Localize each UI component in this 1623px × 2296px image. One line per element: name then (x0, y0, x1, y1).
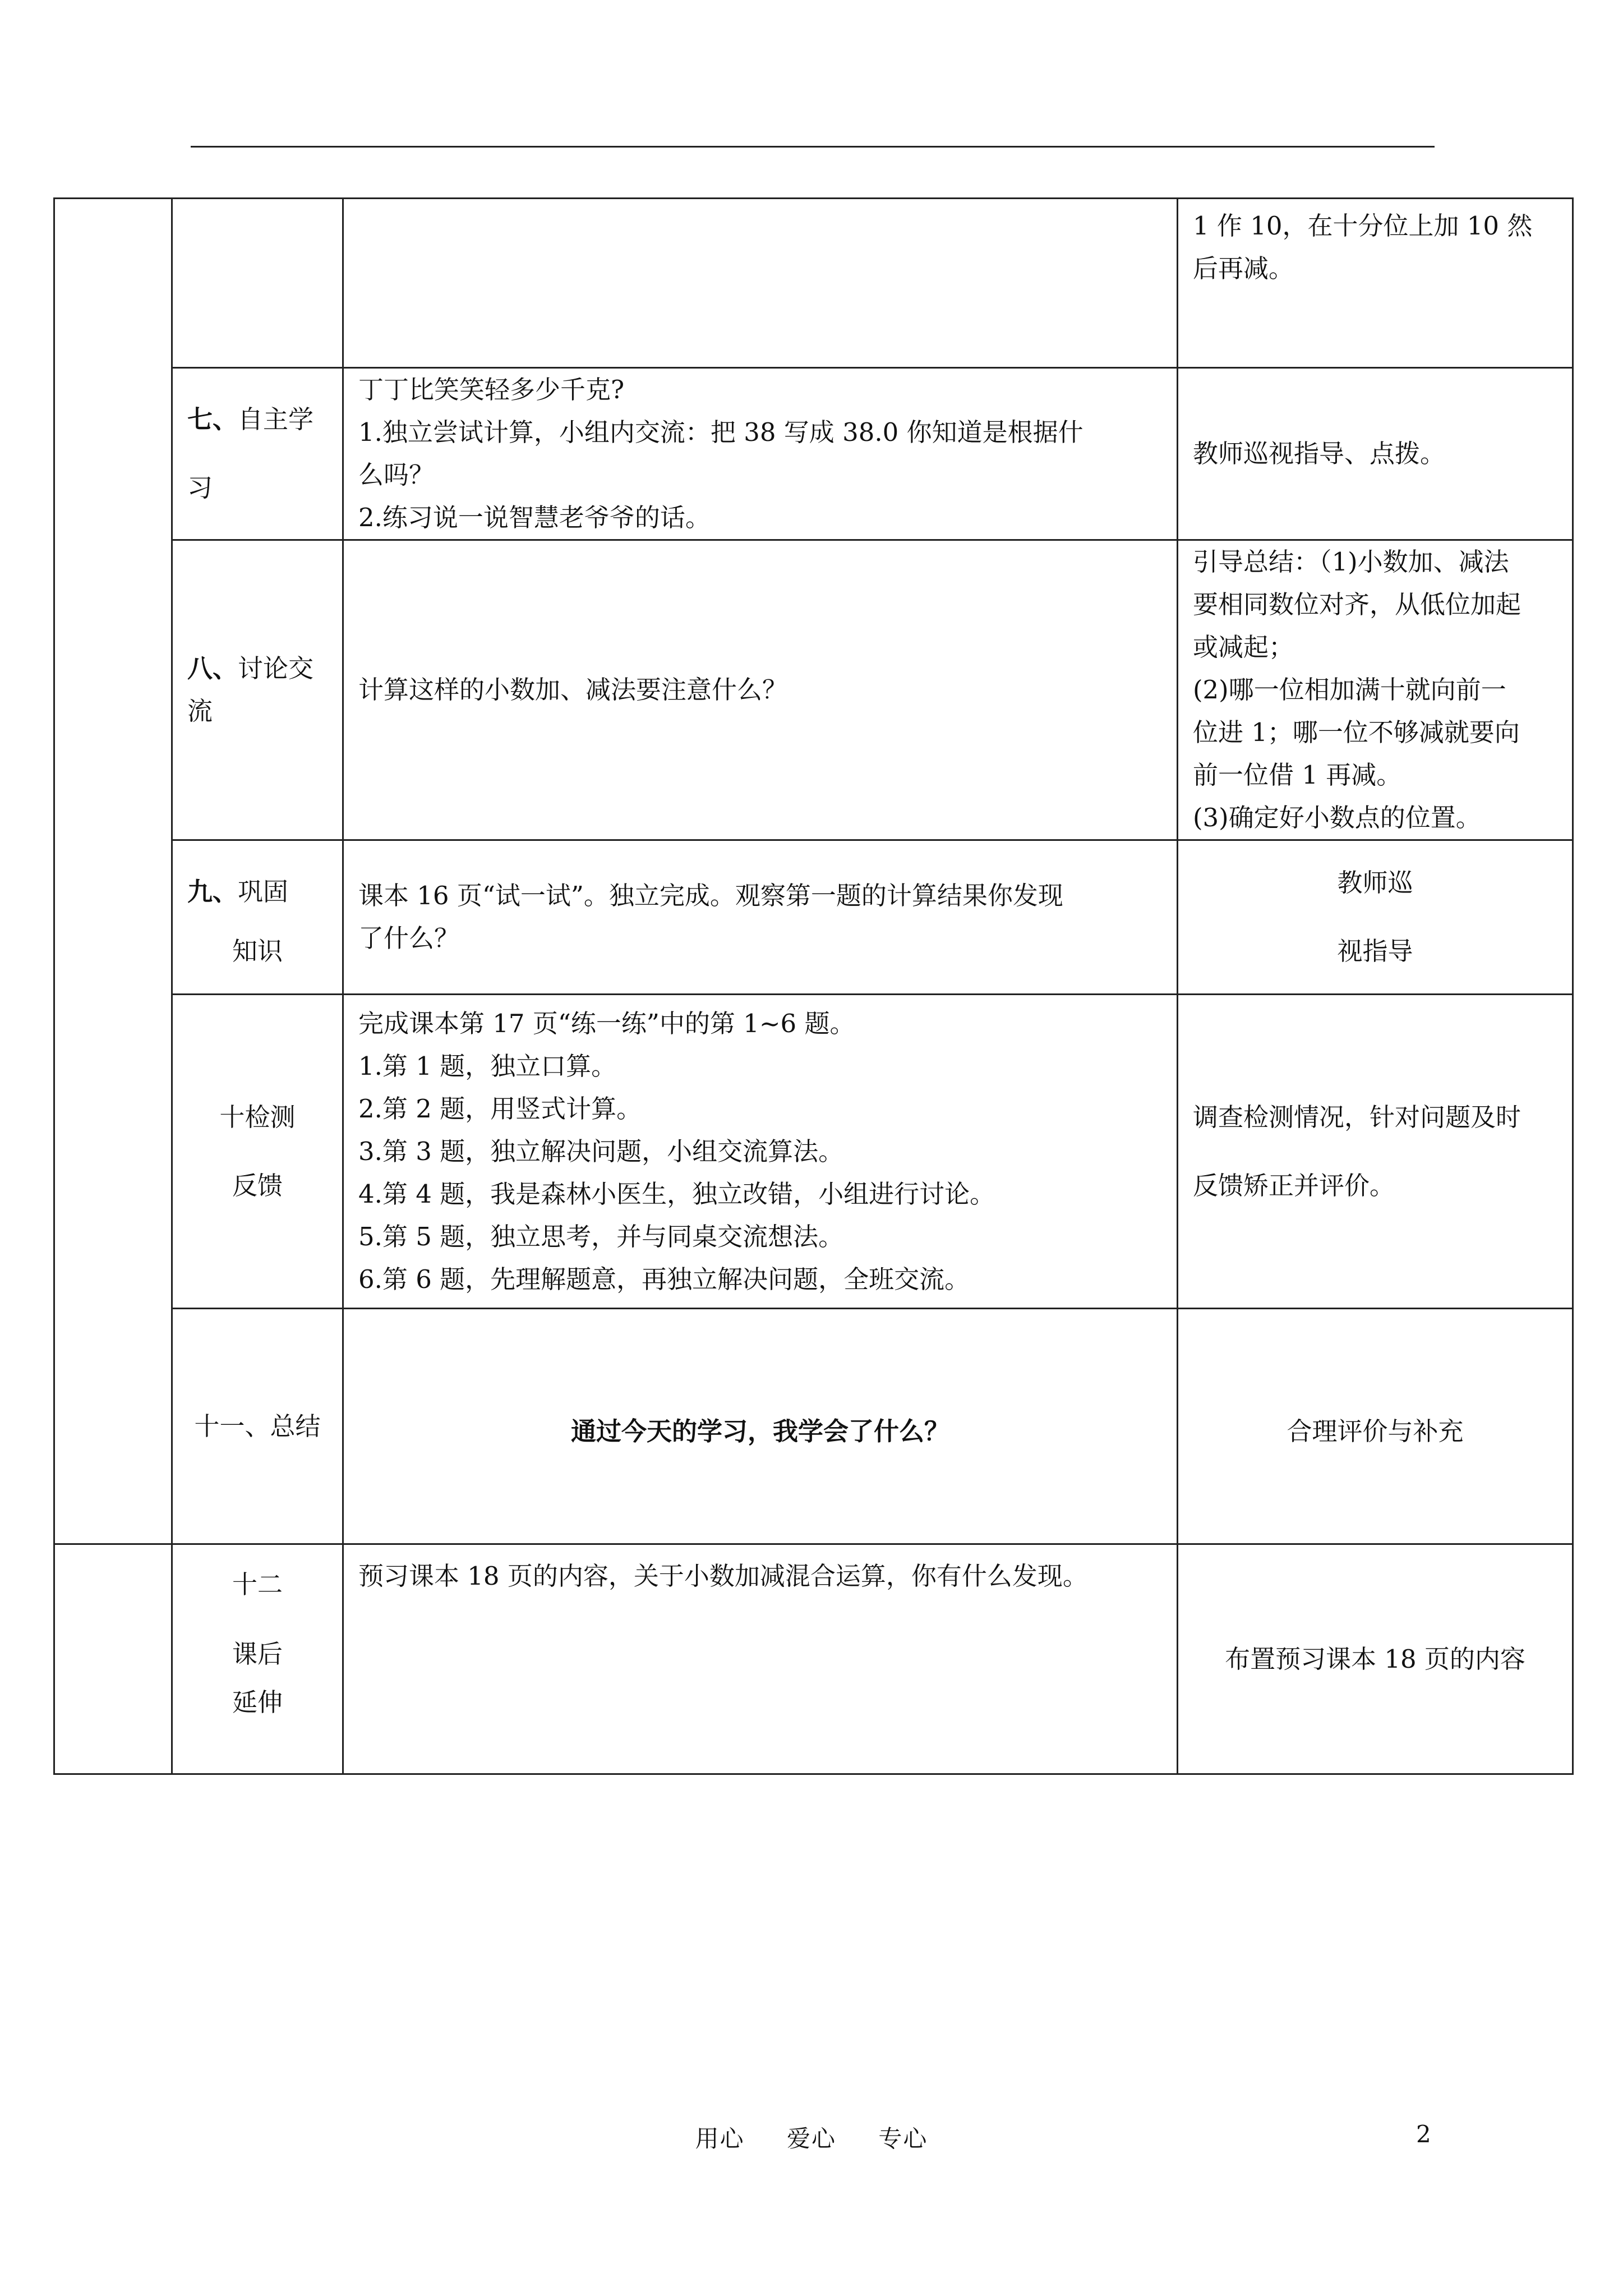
teacher-line: (2)哪一位相加满十就向前一 (1193, 675, 1506, 705)
table-row (54, 199, 1573, 368)
stage-label: 七、自主学 习 (187, 404, 314, 503)
content-cell (343, 1309, 1178, 1544)
left-blank-cell (54, 199, 172, 1544)
content-cell (343, 840, 1178, 995)
stage-cell (172, 995, 343, 1309)
content-line: 2.练习说一说智慧老爷爷的话。 (358, 503, 711, 532)
teacher-cell (1178, 840, 1573, 995)
teacher-cell (1178, 995, 1573, 1309)
stage-cell (172, 199, 343, 368)
table-row (54, 1309, 1573, 1544)
header-rule (191, 146, 1435, 148)
stage-label: 八、讨论交 流 (187, 654, 314, 726)
footer (0, 2120, 1623, 2154)
stage-cell (172, 368, 343, 540)
content-line: 通过今天的学习，我学会了什么？ (570, 1416, 949, 1446)
stage-label: 知识 (232, 936, 283, 966)
table-row (54, 540, 1573, 840)
content-line: 了什么？ (358, 923, 460, 953)
content-line: 么吗？ (358, 460, 435, 490)
content-line: 1.独立尝试计算，小组内交流：把 38 写成 38.0 你知道是根据什 (358, 417, 1083, 447)
footer-item: 专心 (878, 2125, 928, 2152)
teacher-cell (1178, 368, 1573, 540)
teacher-line: 调查检测情况，针对问题及时 (1193, 1102, 1521, 1132)
stage-label: 延伸 (232, 1687, 283, 1717)
table-row (54, 1544, 1573, 1774)
content-line: 丁丁比笑笑轻多少千克? (358, 375, 625, 404)
content-line: 4.第 4 题，我是森林小医生，独立改错，小组进行讨论。 (358, 1179, 995, 1209)
content-line: 6.第 6 题，先理解题意，再独立解决问题，全班交流。 (358, 1264, 970, 1294)
stage-label: 十一、总结 (194, 1411, 321, 1441)
teacher-line: 教师巡 (1337, 868, 1413, 898)
teacher-line: 视指导 (1337, 936, 1413, 966)
stage-cell (172, 1309, 343, 1544)
content-line: 2.第 2 题，用竖式计算。 (358, 1093, 642, 1124)
teacher-line: 引导总结：（1)小数加、减法 (1193, 547, 1509, 577)
teacher-line: 后再减。 (1193, 254, 1294, 283)
left-blank-cell (54, 1544, 172, 1774)
teacher-cell (1178, 1309, 1573, 1544)
content-line: 课本 16 页“试一试”。独立完成。观察第一题的计算结果你发现 (358, 881, 1063, 910)
teacher-line: 位进 1；哪一位不够减就要向 (1193, 717, 1520, 747)
stage-label: 十检测 (219, 1102, 296, 1132)
content-line: 计算这样的小数加、减法要注意什么？ (358, 675, 788, 705)
stage-label: 反馈 (232, 1170, 283, 1200)
teacher-line: 合理评价与补充 (1287, 1416, 1464, 1446)
teacher-line: 或减起； (1193, 632, 1294, 662)
footer-item: 爱心 (786, 2125, 836, 2152)
teacher-cell (1178, 540, 1573, 840)
page-number: 2 (1416, 2120, 1431, 2148)
stage-cell (172, 1544, 343, 1774)
teacher-cell (1178, 199, 1573, 368)
content-cell (343, 1544, 1178, 1774)
teacher-line: 反馈矫正并评价。 (1193, 1170, 1395, 1200)
content-cell (343, 368, 1178, 540)
content-line: 1.第 1 题，独立口算。 (358, 1051, 617, 1081)
teacher-cell (1178, 1544, 1573, 1774)
teacher-line: 教师巡视指导、点拨。 (1193, 439, 1446, 468)
footer-item: 用心 (695, 2125, 745, 2152)
teacher-line: 要相同数位对齐，从低位加起 (1193, 590, 1521, 619)
teacher-line: 1 作 10，在十分位上加 10 然 (1193, 211, 1533, 241)
table-row (54, 368, 1573, 540)
content-cell (343, 995, 1178, 1309)
teacher-line: (3)确定好小数点的位置。 (1193, 803, 1481, 832)
content-line: 3.第 3 题，独立解决问题，小组交流算法。 (358, 1136, 844, 1166)
content-line: 5.第 5 题，独立思考，并与同桌交流想法。 (358, 1221, 844, 1251)
stage-label: 十二 (232, 1570, 283, 1599)
content-cell (343, 199, 1178, 368)
teacher-line: 前一位借 1 再减。 (1193, 760, 1402, 790)
table-row (54, 995, 1573, 1309)
content-line: 完成课本第 17 页“练一练”中的第 1~6 题。 (358, 1008, 855, 1038)
stage-label: 九、巩固 (187, 877, 289, 907)
stage-cell (172, 540, 343, 840)
content-line: 预习课本 18 页的内容，关于小数加减混合运算，你有什么发现。 (358, 1561, 1088, 1591)
stage-label: 课后 (232, 1639, 283, 1669)
content-cell (343, 540, 1178, 840)
table-row (54, 840, 1573, 995)
stage-cell (172, 840, 343, 995)
lesson-plan-table (53, 197, 1574, 1775)
teacher-line: 布置预习课本 18 页的内容 (1225, 1644, 1525, 1674)
